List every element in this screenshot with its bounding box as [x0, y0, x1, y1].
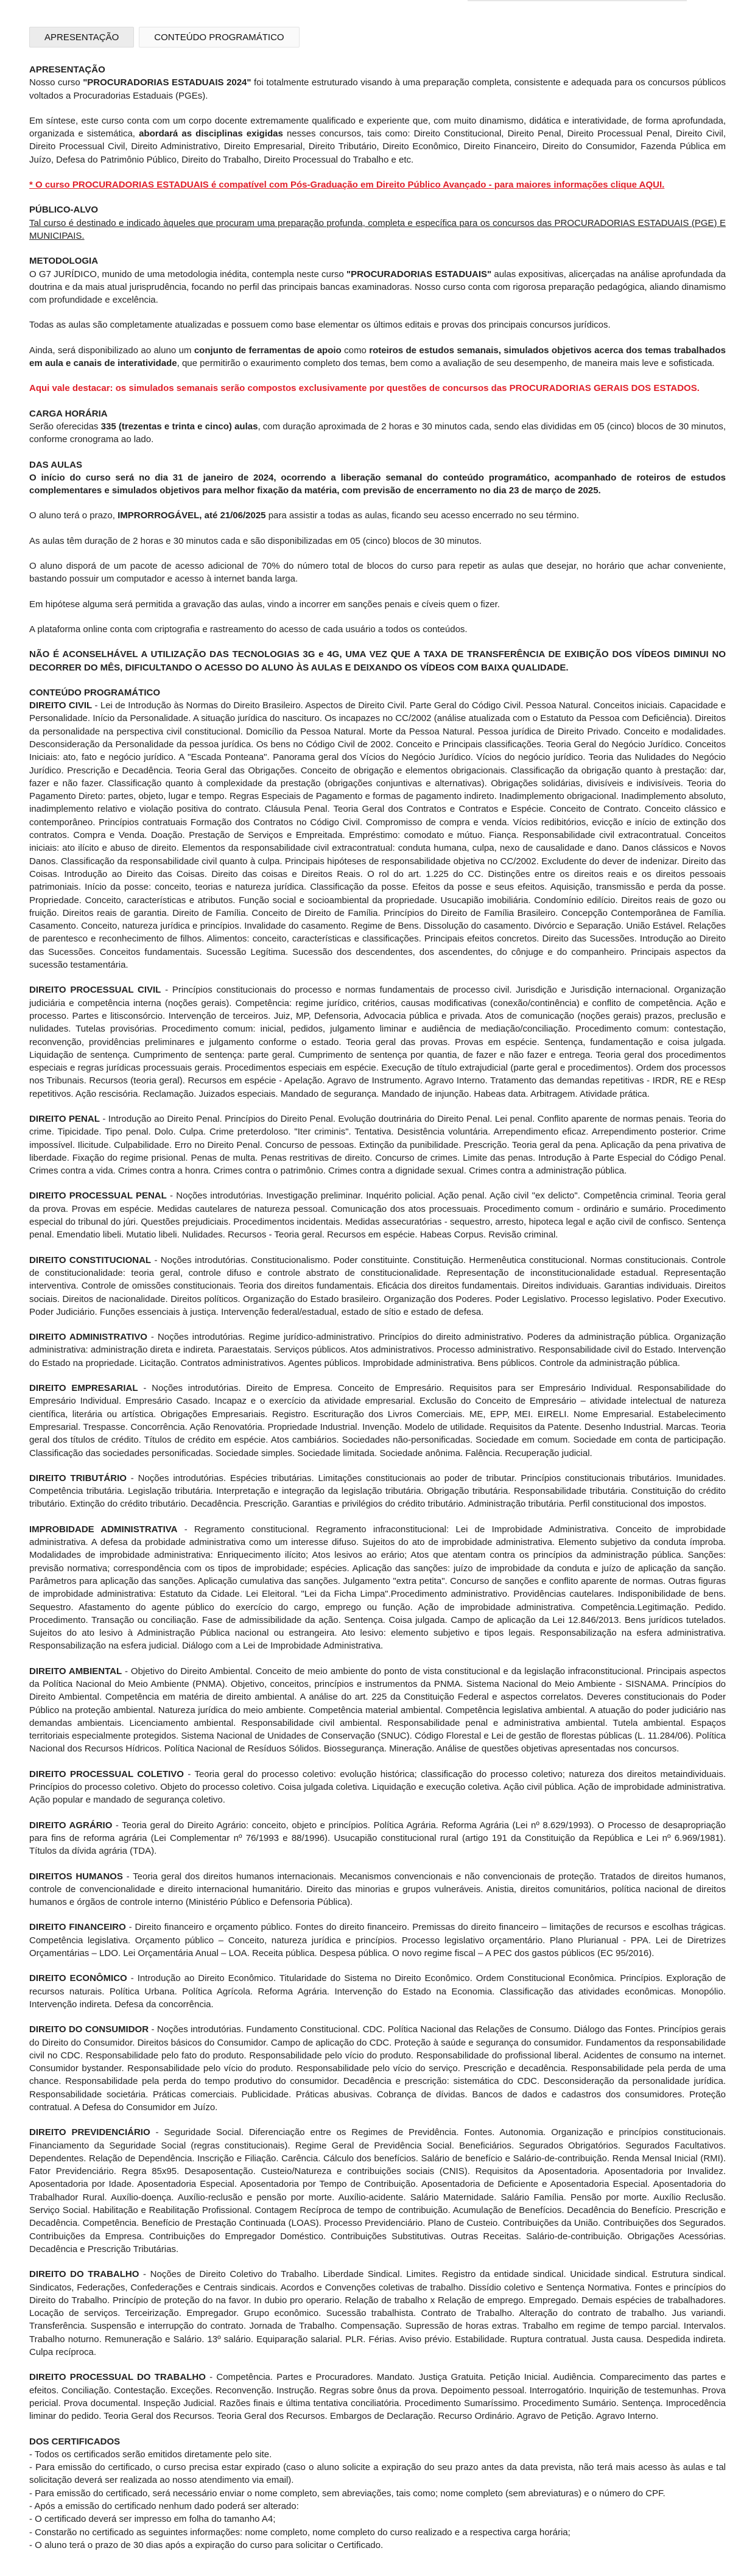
- program-item: [29, 1523, 726, 1653]
- course-name: "PROCURADORIAS ESTADUAIS": [346, 269, 492, 280]
- program-item-text: - Noções introdutórias. Investigação preliminar. Inquérito policial. Ação penal. Ação civil "ex delicto". Competência criminal. Teoria geral da prova. Provas em espécie. Medidas cautelares de natureza pessoal. Comunicação dos atos processuais. Procedimento comum - ordinário e sumário. Procedimento especial do tribunal do júri. Questões prejudiciais. Procedimentos incidentais. Medidas assecuratórias - sequestro, arresto, hipoteca legal e ação civil de confisco. Sentença penal. Emendatio libeli. Mutatio libeli. Nulidades. Recursos - Teoria geral. Recursos em espécie. Habeas Corpus. Revisão criminal.: [29, 1191, 726, 1240]
- text-bold: O início do curso será no dia 31 de janeiro de 2024, ocorrendo a liberação semanal do conteúdo programático, acompanhado de roteiros de estudos complementares e simulados objetivos para melhor fixação da matéria, com previsão de encerramento no dia 23 de março de 2025.: [29, 472, 726, 496]
- aulas-plataforma-text: A plataforma online conta com criptografia e rastreamento do acesso de cada usuário a todos os conteúdos.: [29, 624, 468, 635]
- program-item-text: - Introdução ao Direito Penal. Princípios do Direito Penal. Evolução doutrinária do Direito Penal. Lei penal. Conflito aparente de normas penais. Teoria do crime. Tipicidade. Tipo penal. Dolo. Culpa. Crime preterdoloso. "Iter criminis". Tentativa. Desistência voluntária. Arrependimento eficaz. Arrependimento posterior. Crime impossível. Ilicitude. Culpabilidade. Erro no Direito Penal. Concurso de pessoas. Extinção da punibilidade. Prescrição. Teoria geral da pena. Aplicação da pena privativa de liberdade. Fixação do regime prisional. Penas de multa. Penas restritivas de direito. Concurso de crimes. Limite das penas. Introdução à Parte Especial do Código Penal. Crimes contra a vida. Crimes contra a honra. Crimes contra o patrimônio. Crimes contra a dignidade sexual. Crimes contra a administração pública.: [29, 1114, 726, 1177]
- program-item: [29, 1189, 726, 1241]
- section-heading-carga-horaria: CARGA HORÁRIA: [29, 408, 108, 419]
- program-item-title: DIREITO PROCESSUAL DO TRABALHO: [29, 2372, 206, 2383]
- apresentacao-paragraph-1: [29, 76, 726, 102]
- text: O aluno terá o prazo,: [29, 510, 118, 521]
- text: O G7 JURÍDICO, munido de uma metodologia inédita, contempla neste curso: [29, 269, 346, 280]
- text: Tal curso é destinado e indicado àqueles que procuram uma preparação profunda, completa e específica para os concursos das PROCURADORIAS ESTADUAIS (PGE) E MUNICIPAIS.: [29, 217, 726, 241]
- program-item-title: DIREITOS HUMANOS: [29, 1871, 123, 1882]
- program-item-title: DIREITO CIVIL: [29, 700, 93, 711]
- aulas-prazo-text: [29, 509, 726, 522]
- publico-alvo-text: [29, 217, 726, 243]
- certificados-list: [29, 2448, 726, 2552]
- program-item-title: DIREITO PROCESSUAL PENAL: [29, 1191, 167, 1202]
- text: Nosso curso: [29, 77, 83, 88]
- program-item-text: - Teoria geral do processo coletivo: evolução histórica; classificação do processo coletivo; natureza dos direitos metaindividuais. Princípios do processo coletivo. Objeto do processo coletivo. Coisa julgada coletiva. Liquidação e execução coletiva. Ação civil pública. Ação de improbidade administrativa. Ação popular e mandado de segurança coletivo.: [29, 1768, 726, 1806]
- program-item-text: - Teoria geral dos direitos humanos internacionais. Mecanismos convencionais e não convencionais de proteção. Tratados de direitos humanos, controle de convencionalidade e direito internacional humanitário. Direito das minorias e grupos vulneráveis. Anistia, direitos comunitários, política nacional de direitos humanos e órgãos de controle interno (Ministério Público e Defensoria Pública).: [29, 1871, 726, 1908]
- program-item-title: IMPROBIDADE ADMINISTRATIVA: [29, 1524, 178, 1535]
- program-item: [29, 1768, 726, 1807]
- program-item-title: DIREITO PREVIDENCIÁRIO: [29, 2127, 150, 2138]
- notice-text: Aqui vale destacar: os simulados semanais serão compostos exclusivamente por questões de concursos das PROCURADORIAS GERAIS DOS ESTADOS.: [29, 383, 700, 394]
- program-item: [29, 1382, 726, 1460]
- text: nesses concursos, tais como: Direito Constitucional, Direito Penal, Direito Processual Penal, Direito Civil, Direito Processual Civil, Direito Administrativo, Direito Empresarial, Direito Tributário, Direito Econômico, Direito Financeiro, Direito do Consumidor, Fazenda Pública em Juízo, Defesa do Patrimônio Público, Direito do Trabalho, Direito Processual do Trabalho e etc.: [29, 128, 726, 165]
- program-item: [29, 1972, 726, 2011]
- carga-horaria-text: [29, 420, 726, 446]
- program-item: [29, 1254, 726, 1318]
- program-item-text: - Princípios constitucionais do processo e normas fundamentais de processo civil. Jurisdição e Jurisdição internacional. Organização judiciária e competência interna (noções gerais). Competência: regime jurídico, critérios, causas modificativas (conexão/continência) e conflito de competência. Ação e processo. Partes e litisconsórcio. Intervenção de terceiros. Juiz, MP, Defensoria, Advocacia pública e privada. Atos de comunicação (noções gerais) prazos, preclusão e nulidades. Tutelas provisórias. Procedimento comum: inicial, pedidos, julgamento liminar e audiência de mediação/conciliação. Procedimento comum: contestação, reconvenção, providências preliminares e julgamento conforme o estado. Teoria geral das provas. Provas em espécie. Sentença, fundamentação e coisa julgada. Liquidação de sentença. Cumprimento de sentença: parte geral. Cumprimento de sentença por quantia, de fazer e não fazer e entrega. Teoria geral dos procedimentos especiais e regras jurídicas processuais gerais. Procedimentos especiais em espécie. Execução de título extrajudicial (parte geral e procedimentos). Ordem dos processos nos Tribunais. Recursos (teoria geral). Recursos em espécie - Apelação. Agravo de Instrumento. Agravo Interno. Tratamento das demandas repetitivas - IRDR, RE e REsp repetitivos. Ação rescisória. Reclamação. Juizados especiais. Mandado de segurança. Mandado de injunção. Habeas data. Arbitragem. Atividade prática.: [29, 985, 726, 1099]
- metodologia-paragraph-1: [29, 268, 726, 307]
- program-item-text: - Seguridade Social. Diferenciação entre os Regimes de Previdência. Fontes. Autonomia. Organização e princípios constitucionais. Financiamento da Seguridade Social (regras constitucionais). Regime Geral de Previdência Social. Beneficiários. Segurados Obrigatórios. Segurados Facultativos. Dependentes. Relação de Dependência. Inscrição e Filiação. Carência. Cálculo dos benefícios. Salário de benefício e Salário-de-contribuição. Renda Mensal Inicial (RMI). Fator Previdenciário. Regra 85x95. Desaposentação. Custeio/Natureza e contribuições sociais (CNIS). Requisitos da Aposentadoria. Aposentadoria por Invalidez. Aposentadoria por Idade. Aposentadoria Especial. Aposentadoria por Tempo de Contribuição. Aposentadoria de Deficiente e Aposentadoria Especial. Aposentadoria do Trabalhador Rural. Auxílio-doença. Auxílio-reclusão e pensão por morte. Auxílio-acidente. Salário Maternidade. Salário Família. Pensão por morte. Auxílio Reclusão. Serviço Social. Habilitação e Reabilitação Profissional. Contagem Recíproca de tempo de contribuição. Acumulação de Benefícios. Decadência do Benefício. Prescrição e Decadência. Competência. Benefício de Prestação Continuada (LOAS). Processo Previdenciário. Plano de Custeio. Contribuições da União. Contribuições dos Segurados. Contribuições da Empresa. Contribuições do Empregador Doméstico. Contribuições Substitutivas. Outras Receitas. Salário-de-contribuição. Obrigações Acessórias. Decadência e Prescrição Tributárias.: [29, 2127, 726, 2254]
- program-item: [29, 1921, 726, 1960]
- tab-bar: [0, 0, 755, 48]
- text-bold: NÃO É ACONSELHÁVEL A UTILIZAÇÃO DAS TECNOLOGIAS 3G e 4G, UMA VEZ QUE A TAXA DE TRANSFERÊNCIA DE EXIBIÇÃO DOS VÍDEOS DIMINUI NO DECORRER DO MÊS, DIFICULTANDO O ACESSO DO ALUNO ÀS AULAS E DEIXANDO OS VÍDEOS COM BAIXA QUALIDADE.: [29, 649, 726, 673]
- aulas-pacote-text: O aluno disporá de um pacote de acesso adicional de 70% do número total de blocos do curso para repetir as aulas que desejar, no horário que achar conveniente, bastando possuir um computador e acesso à internet banda larga.: [29, 561, 726, 585]
- program-item-title: DIREITO FINANCEIRO: [29, 1922, 126, 1933]
- certificado-line: - O certificado deverá ser impresso em folha do tamanho A4;: [29, 2514, 276, 2525]
- program-item: [29, 1665, 726, 1756]
- program-item: [29, 1870, 726, 1909]
- metodologia-paragraph-2: Todas as aulas são completamente atualizadas e possuem como base elementar os últimos editais e provas dos principais concursos jurídicos.: [29, 320, 611, 331]
- section-heading-certificados: DOS CERTIFICADOS: [29, 2436, 121, 2447]
- certificado-line: - Após a emissão do certificado nenhum dado poderá ser alterado:: [29, 2501, 299, 2512]
- program-item-text: - Noções introdutórias. Constitucionalismo. Poder constituinte. Constituição. Hermenêutica constitucional. Normas constitucionais. Controle de constitucionalidade: teoria geral, controle difuso e controle abstrato de constitucionalidade. Representação de inconstitucionalidade estadual. Representação interventiva. Controle de omissões constitucionais. Teoria dos direitos fundamentais. Eficácia dos direitos fundamentais. Direitos individuais. Garantias individuais. Direitos sociais. Direitos de nacionalidade. Direitos políticos. Organização do Estado brasileiro. Organização dos Poderes. Poder Legislativo. Processo legislativo. Poder Executivo. Poder Judiciário. Funções essenciais à justiça. Intervenção federal/estadual, estado de sítio e estado de defesa.: [29, 1255, 726, 1317]
- tab-apresentacao[interactable]: APRESENTAÇÃO: [29, 27, 134, 48]
- program-item-text: - Lei de Introdução às Normas do Direito Brasileiro. Aspectos de Direito Civil. Parte Geral do Código Civil. Pessoa Natural. Conceitos iniciais. Capacidade e Personalidade. Início da Personalidade. A situação jurídica do nascituro. Os incapazes no CC/2002 (análise atualizada com o Estatuto da Pessoa com Deficiência). Direitos da personalidade na perspectiva civil constitucional. Domicílio da Pessoa Natural. Morte da Pessoa Natural. Pessoa jurídica de Direito Privado. Conceito e modalidades. Desconsideração da Personalidade da pessoa jurídica. Os bens no Código Civil de 2002. Conceito e Principais classificações. Teoria Geral do Negócio Jurídico. Conceitos Iniciais: ato, fato e negócio jurídico. A "Escada Ponteana". Panorama geral dos Vícios do Negócio Jurídico. Vícios do negócio jurídico. Teoria das Nulidades do Negócio Jurídico. Prescrição e Decadência. Teoria Geral das Obrigações. Conceito de obrigação e elementos obrigacionais. Classificação da obrigação quanto à prestação: dar, fazer e não fazer. Classificação quanto à complexidade da prestação (obrigações conjuntivas e alternativas). Obrigações solidárias, divisíveis e indivisíveis. Teoria do Pagamento Direto: partes, objeto, lugar e tempo. Regras Especiais de Pagamento e formas de pagamento indireto. Inadimplemento obrigacional. Inadimplemento absoluto, inadimplemento relativo e violação positiva do contrato. Cláusula Penal. Teoria Geral dos Contratos e Contratos e Espécie. Conceito de Contrato. Conceito clássico e contemporâneo. Princípios contratuais Formação dos Contratos no Código Civil. Compromisso de compra e venda. Vícios redibitórios, evicção e início de extinção dos contratos. Compra e Venda. Doação. Prestação de Serviços e Empreitada. Empréstimo: comodato e mútuo. Fiança. Responsabilidade civil extracontratual. Conceitos iniciais: ato ilícito e abuso de direito. Elementos da responsabilidade civil extracontratual: conduta humana, culpa, nexo de causalidade e dano. Danos clássicos e Novos Danos. Classificação da responsabilidade civil quanto à culpa. Principais hipóteses de responsabilidade objetiva no CC/2002. Excludente do dever de indenizar. Direito das Coisas. Introdução ao Direito das Coisas. Direito das coisas e Direitos Reais. O rol do art. 1.225 do CC. Distinções entre os direitos reais e os direitos pessoais patrimoniais. Início da posse: conceito, teorias e natureza jurídica. Classificação da posse. Efeitos da posse e seus efeitos. Aquisição, transmissão e perda da posse. Propriedade. Conceito, características e atributos. Função social e socioambiental da propriedade. Usucapião imobiliária. Condomínio edilício. Direitos reais de gozo ou fruição. Direitos reais de garantia. Direito de Família. Conceito de Direito de Família. Princípios do Direito de Família Brasileiro. Concepção Contemporânea de Família. Casamento. Conceito, natureza jurídica e princípios. Invalidade do casamento. Regime de Bens. Dissolução do casamento. Divórcio e Separação. União Estável. Relações de parentesco e reconhecimento de filhos. Alimentos: conceito, características e classificações. Principais efeitos concretos. Direito das Sucessões. Introdução ao Direito das Sucessões. Conceitos fundamentais. Sucessão Legítima. Sucessão dos descendentes, dos ascendentes, do cônjuge e do companheiro. Principais aspectos da sucessão testamentária.: [29, 700, 726, 971]
- text-bold: roteiros de estudos semanais, simulados objetivos acerca dos temas trabalhados em aula e canais de interatividade: [29, 345, 726, 369]
- program-item-title: DIREITO ECONÔMICO: [29, 1973, 127, 1984]
- program-item: [29, 1819, 726, 1858]
- program-item-title: DIREITO PENAL: [29, 1114, 100, 1124]
- text-bold: abordará as disciplinas exigidas: [139, 128, 283, 139]
- program-item-title: DIREITO EMPRESARIAL: [29, 1383, 138, 1394]
- program-item-title: DIREITO TRIBUTÁRIO: [29, 1473, 127, 1483]
- program-item-title: DIREITO AGRÁRIO: [29, 1820, 113, 1831]
- program-item: [29, 2371, 726, 2423]
- program-item-text: - Teoria geral do Direito Agrário: conceito, objeto e princípios. Política Agrária. Reforma Agrária (Lei nº 8.629/1993). O Processo de desapropriação para fins de reforma agrária (Lei Complementar nº 76/1993 e 88/1996). Usucapião constitucional rural (artigo 191 da Constituição da República e Lei nº 6.969/1981). Títulos da dívida agrária (TDA).: [29, 1820, 726, 1857]
- program-item: [29, 2023, 726, 2114]
- program-item: [29, 699, 726, 971]
- program-item-title: DIREITO AMBIENTAL: [29, 1666, 122, 1677]
- section-heading-conteudo-programatico: CONTEÚDO PROGRAMÁTICO: [29, 687, 160, 698]
- text: Ainda, será disponibilizado ao aluno um: [29, 345, 194, 356]
- program-item-text: - Competência. Partes e Procuradores. Mandato. Justiça Gratuita. Petição Inicial. Audiência. Comparecimento das partes e efeitos. Conciliação. Contestação. Exceções. Reconvenção. Instrução. Regras sobre ônus da prova. Depoimento pessoal. Interrogatório. Inquirição de testemunhas. Prova pericial. Prova documental. Inspeção Judicial. Razões finais e última tentativa conciliatória. Procedimento Sumaríssimo. Procedimento Sumário. Sentença. Improcedência liminar do pedido. Teoria Geral dos Recursos. Teoria Geral dos Recursos. Embargos de Declaração. Recurso Ordinário. Agravo de Petição. Agravo Interno.: [29, 2372, 726, 2422]
- program-item: [29, 1472, 726, 1511]
- program-item-text: - Noções introdutórias. Espécies tributárias. Limitações constitucionais ao poder de tributar. Princípios constitucionais tributários. Imunidades. Competência tributária. Legislação tributária. Interpretação e integração da legislação tributária. Obrigação tributária. Responsabilidade tributária. Constituição do crédito tributário. Extinção do crédito tributário. Decadência. Prescrição. Garantias e privilégios do crédito tributário. Administração tributária. Perfil constitucional dos impostos.: [29, 1473, 726, 1510]
- program-item-text: - Noções introdutórias. Direito de Empresa. Conceito de Empresário. Requisitos para ser Empresário Individual. Responsabilidade do Empresário Individual. Empresário Casado. Incapaz e o exercício da atividade empresarial. Exclusão do Conceito de Empresário – atividade intelectual de natureza científica, literária ou artística. Obrigações Empresariais. Registro. Escrituração dos Livros Comerciais. ME, EPP, MEI. EIRELI. Nome Empresarial. Estabelecimento Empresarial. Trespasse. Concorrência. Ação Renovatória. Propriedade Industrial. Invenção. Modelo de utilidade. Requisitos da Patente. Desenho Industrial. Marcas. Teoria geral dos títulos de crédito. Títulos de crédito em espécie. Atos cambiários. Sociedades não-personificadas. Sociedade em comum. Sociedade em conta de participação. Classificação das sociedades personificadas. Sociedade simples. Sociedade limitada. Sociedade anônima. Falência. Recuperação judicial.: [29, 1383, 726, 1459]
- text-bold: 335 (trezentas e trinta e cinco) aulas: [100, 421, 258, 432]
- certificado-line: - O aluno terá o prazo de 30 dias após a expiração do curso para solicitar o Certificado.: [29, 2539, 384, 2550]
- aulas-start-text: [29, 471, 726, 498]
- program-item-text: - Introdução ao Direito Econômico. Titularidade do Sistema no Direito Econômico. Ordem Constitucional Econômica. Princípios. Exploração de recursos naturais. Política Urbana. Política Agrícola. Reforma Agrária. Intervenção do Estado na Economia. Classificação das atividades econômicas. Monopólio. Intervenção indireta. Defesa da concorrência.: [29, 1973, 726, 2010]
- program-item: [29, 1113, 726, 1177]
- program-item-title: DIREITO PROCESSUAL COLETIVO: [29, 1768, 184, 1779]
- program-item-title: DIREITO ADMINISTRATIVO: [29, 1332, 147, 1343]
- certificado-line: - Para emissão do certificado, será necessário enviar o nome completo, sem abreviações, tais como; nome completo (sem abreviaturas) e o número do CPF.: [29, 2488, 665, 2499]
- program-item: [29, 2268, 726, 2359]
- section-heading-das-aulas: DAS AULAS: [29, 459, 82, 470]
- tab-content: [0, 48, 755, 2576]
- apresentacao-paragraph-2: [29, 114, 726, 166]
- program-item: [29, 984, 726, 1100]
- metodologia-paragraph-3: [29, 344, 726, 370]
- aulas-warning: [29, 648, 726, 674]
- tab-conteudo-programatico[interactable]: CONTEÚDO PROGRAMÁTICO: [139, 27, 299, 48]
- text-bold: IMPRORROGÁVEL, até 21/06/2025: [118, 510, 266, 521]
- certificado-line: - Todos os certificados serão emitidos diretamente pelo site.: [29, 2449, 272, 2460]
- simulados-notice: [29, 382, 726, 395]
- aulas-duracao-text: As aulas têm duração de 2 horas e 30 minutos cada e são disponibilizadas em 05 (cinco) blocos de 30 minutos.: [29, 535, 482, 546]
- text: como: [341, 345, 370, 356]
- section-heading-metodologia: METODOLOGIA: [29, 256, 99, 267]
- text: foi totalmente estruturado visando à uma preparação completa, consistente e adequada para os concursos públicos voltados a Procuradorias Estaduais (PGEs).: [29, 77, 726, 101]
- aulas-gravacao-text: Em hipótese alguma será permitida a gravação das aulas, vindo a incorrer em sanções penais e cíveis quem o fizer.: [29, 599, 500, 610]
- text: Em síntese, este curso conta com um corpo docente extremamente qualificado e experiente que, com muito dinamismo, didática e interatividade, de forma aprofundada, organizada e sistemática,: [29, 115, 726, 139]
- text-bold: conjunto de ferramentas de apoio: [194, 345, 342, 356]
- program-item-text: - Regramento constitucional. Regramento infraconstitucional: Lei de Improbidade Administrativa. Conceito de improbidade administrativa. A defesa da probidade administrativa como um interesse difuso. Sujeitos do ato de improbidade administrativa. Elemento subjetivo da conduta ímproba. Modalidades de improbidade administrativa: Enriquecimento ilícito; Atos lesivos ao erário; Atos que atentam contra os princípios da administração pública. Sanções: previsão normativa; correspondência com os tipos de improbidade; espécies. Aplicação das sanções: juízo de improbidade da conduta e juízo de aplicação da sanção. Parâmetros para aplicação das sanções. Aplicação cumulativa das sanções. Julgamento "extra petita". Concurso de sanções e conflito aparente de normas. Outras figuras de improbidade administrativa: Estatuto da Cidade. Lei Eleitoral. "Lei da Ficha Limpa".Procedimento administrativo. Providências cautelares. Indisponibilidade de bens. Sequestro. Afastamento do agente público do exercício do cargo, emprego ou função. Ação de improbidade administrativa. Competência.Legitimação. Pedido. Procedimento. Transação ou conciliação. Fase de admissibilidade da ação. Sentença. Coisa julgada. Campo de aplicação da Lei 12.846/2013. Bens jurídicos tutelados. Sujeitos do ato lesivo à Administração Pública nacional ou estrangeira. Ato lesivo: elemento subjetivo e tipos legais. Responsabilização na esfera administrativa. Responsabilização na esfera judicial. Diálogo com a Lei de Improbidade Administrativa.: [29, 1524, 726, 1652]
- section-heading-apresentacao: APRESENTAÇÃO: [29, 65, 105, 75]
- certificado-line: - Constarão no certificado as seguintes informações: nome completo, nome completo do curso realizado e a respectiva carga horária;: [29, 2527, 571, 2538]
- program-item-text: - Noções de Direito Coletivo do Trabalho. Liberdade Sindical. Limites. Registro da entidade sindical. Unicidade sindical. Estrutura sindical. Sindicatos, Federações, Confederações e Centrais sindicais. Acordos e Convenções coletivas de trabalho. Dissídio coletivo e Sentença Normativa. Fontes e princípios do Direito do Trabalho. Princípio de proteção do na favor. In dubio pro operario. Relação de trabalho x Relação de emprego. Empregado. Demais espécies de trabalhadores. Locação de serviços. Terceirização. Empregador. Grupo econômico. Sucessão trabalhista. Contrato de Trabalho. Alteração do contrato de trabalho. Jus variandi. Transferência. Suspensão e interrupção do contrato. Jornada de Trabalho. Compensação. Supressão de horas extras. Trabalho em regime de tempo parcial. Intervalos. Trabalho noturno. Remuneração e Salário. 13º salário. Equiparação salarial. PLR. Férias. Aviso prévio. Estabilidade. Ruptura contratual. Justa causa. Despedida indireta. Culpa recíproca.: [29, 2269, 726, 2358]
- text: Serão oferecidas: [29, 421, 101, 432]
- program-item: [29, 1331, 726, 1370]
- top-divider: [468, 0, 687, 1]
- program-item-title: DIREITO CONSTITUCIONAL: [29, 1255, 152, 1265]
- program-item-text: - Direito financeiro e orçamento público. Fontes do direito financeiro. Premissas do direito financeiro – limitações de recursos e escolhas trágicas. Competência legislativa. Orçamento público – Conceito, natureza jurídica e princípios. Processo legislativo orçamentário. Plano Plurianual - PPA. Lei de Diretrizes Orçamentárias – LDO. Lei Orçamentária Anual – LOA. Receita pública. Despesa pública. O novo regime fiscal – A PEC dos gastos públicos (EC 95/2016).: [29, 1922, 726, 1959]
- text: , que permitirão o exaurimento completo dos temas, bem como a avaliação de seu desempenho, de maneira mais leve e sofisticada.: [177, 358, 715, 369]
- program-item-title: DIREITO DO CONSUMIDOR: [29, 2024, 149, 2035]
- program-item-title: DIREITO PROCESSUAL CIVIL: [29, 985, 161, 996]
- certificado-line: - Para emissão do certificado, o curso precisa estar expirado (caso o aluno solicite a expiração do seu prazo antes da data prevista, não terá mais acesso às aulas e tal solicitação deverá ser realizada ao nosso atendimento via email).: [29, 2462, 726, 2486]
- program-item-title: DIREITO DO TRABALHO: [29, 2269, 139, 2280]
- program-list: [29, 699, 726, 2423]
- program-item-text: - Objetivo do Direito Ambiental. Conceito de meio ambiente do ponto de vista constitucional e da legislação infraconstitucional. Principais aspectos da Política Nacional do Meio Ambiente (PNMA). Objetivo, conceitos, princípios e instrumentos da PNMA. Sistema Nacional do Meio Ambiente - SISNAMA. Princípios do Direito Ambiental. Competência em matéria de direito ambiental. A análise do art. 225 da Constituição Federal e aspectos correlatos. Deveres constitucionais do Poder Público na proteção ambiental. Natureza jurídica do meio ambiente. Competência material ambiental. Competência legislativa ambiental. A atuação do poder judiciário nas demandas ambientais. Licenciamento ambiental. Responsabilidade civil ambiental. Responsabilidade penal e administrativa ambiental. Tutela ambiental. Espaços territoriais especialmente protegidos. Sistema Nacional de Unidades de Conservação (SNUC). Código Florestal e Lei de gestão de florestas públicas (L. 11.284/06). Política Nacional dos Recursos Hídricos. Política Nacional de Resíduos Sólidos. Biossegurança. Mineração. Análise de questões objetivas apresentadas nos concursos.: [29, 1666, 726, 1754]
- program-item-text: - Noções introdutórias. Regime jurídico-administrativo. Princípios do direito administrativo. Poderes da administração pública. Organização administrativa: administração direta e indireta. Paraestatais. Serviços públicos. Atos administrativos. Processo administrativo. Responsabilidade civil do Estado. Intervenção do Estado na propriedade. Licitação. Contratos administrativos. Agentes públicos. Improbidade administrativa. Bens públicos. Controle da administração pública.: [29, 1332, 726, 1368]
- text: aulas expositivas, alicerçadas na análise aprofundada da doutrina e da mais atual jurisprudência, focando no perfil das principais bancas examinadoras. Nosso curso conta com rigorosa preparação pedagógica, aliando dinamismo com profundidade e excelência.: [29, 269, 726, 306]
- program-item-text: - Noções introdutórias. Fundamento Constitucional. CDC. Política Nacional das Relações de Consumo. Diálogo das Fontes. Princípios gerais do Direito do Consumidor. Direitos básicos do Consumidor. Campo de aplicação do CDC. Proteção à saúde e segurança do consumidor. Fundamentos da responsabilidade civil no CDC. Responsabilidade pelo fato do produto. Responsabilidade pelo vício do produto. Responsabilidade do profissional liberal. Acidentes de consumo na internet. Consumidor bystander. Responsabilidade pelo vício do produto. Responsabilidade pelo vício do serviço. Prescrição e decadência. Responsabilidade pela perda de uma chance. Responsabilidade pela perda do tempo produtivo do consumidor. Decadência e prescrição: sistemática do CDC. Desconsideração da personalidade jurídica. Responsabilidade societária. Práticas comerciais. Publicidade. Práticas abusivas. Cobrança de dívidas. Bancos de dados e cadastros dos consumidores. Proteção contratual. A Defesa do Consumidor em Juízo.: [29, 2024, 726, 2113]
- text: para assistir a todas as aulas, ficando seu acesso encerrado no seu término.: [265, 510, 579, 521]
- text: , com duração aproximada de 2 horas e 30 minutos cada, sendo elas divididas em 05 (cinco) blocos de 30 minutos, conforme cronograma ao lado.: [29, 421, 726, 445]
- course-name: "PROCURADORIAS ESTADUAIS 2024": [83, 77, 251, 88]
- notice-text[interactable]: * O curso PROCURADORIAS ESTADUAIS é compatível com Pós-Graduação em Direito Público Avançado - para maiores informações clique AQUI.: [29, 180, 665, 191]
- pos-graduacao-notice-link[interactable]: [29, 178, 726, 191]
- program-item: [29, 2126, 726, 2256]
- section-heading-publico-alvo: PÚBLICO-ALVO: [29, 205, 99, 216]
